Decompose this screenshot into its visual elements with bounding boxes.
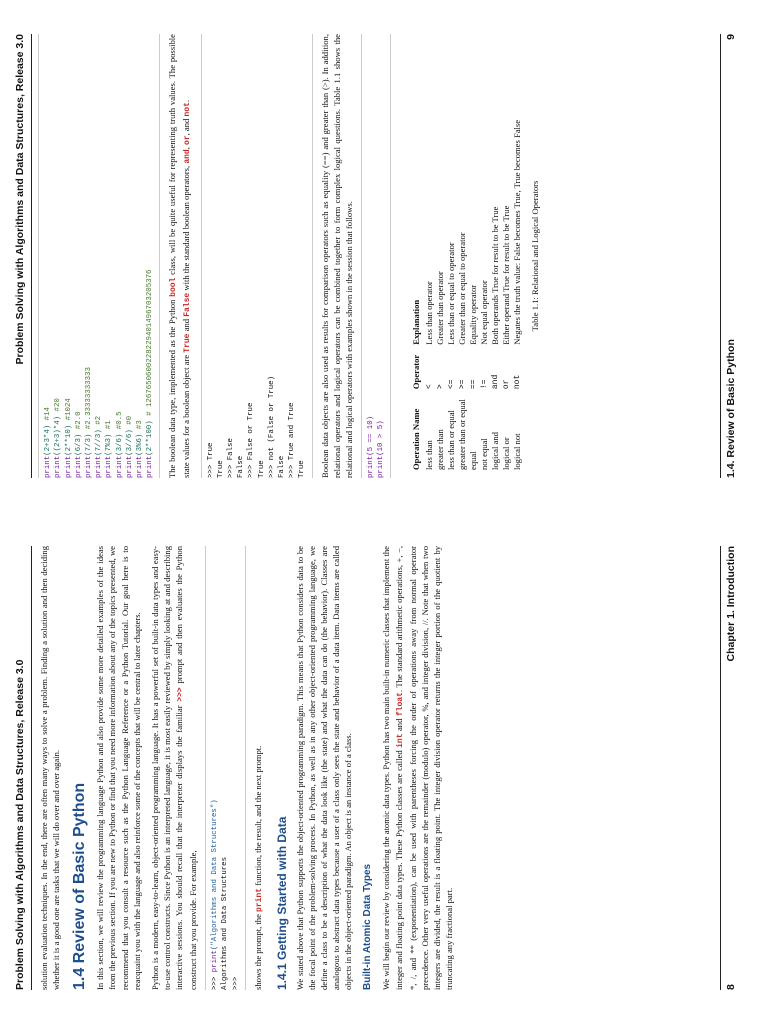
table-header-row <box>411 110 424 470</box>
table-cell: Less than operator <box>424 281 435 345</box>
table-cell: > <box>436 384 446 390</box>
table-cell: Not equal operator <box>479 280 490 345</box>
table-cell: logical not <box>512 433 523 470</box>
code-line: True <box>216 460 225 478</box>
table-cell: less than or equal <box>446 410 457 470</box>
table-cell: and <box>491 374 501 390</box>
code-line: >>> False or True <box>247 402 256 478</box>
code-line: print(3/6) #0.5 <box>115 411 124 478</box>
table-cell: less than <box>424 440 435 470</box>
code-line: print(2**100) # 1267650600228229401496703205376 <box>146 269 155 478</box>
code-line: print(7//3) #2 <box>95 415 104 478</box>
section-paragraph-3: shows the prompt, the print function, the result, and the next prompt. <box>252 745 264 990</box>
table-cell: == <box>469 379 479 390</box>
atomic-types-paragraph: We will begin our review by considering the atomic data types. Python has two main built-in numeric classes that implement the integer and floating point data types. These Python classes are called int and float. The standard arithmetic operations, +, −, *, /, and ** (exponentiation), can be used with parentheses forcing the order of operations away from normal operator precedence. Other very useful operations are the remainder (modulo) operator, %, and integer division, //. Note that when two integers are divided, the result is a floating point. The integer division operator returns the integer portion of the quotient by truncating any fractional part. <box>381 546 454 990</box>
page-number: 8 <box>725 984 737 990</box>
page-8 <box>0 512 768 1024</box>
table-row <box>457 110 468 470</box>
table-cell: Negates the truth value: False becomes True, True becomes False <box>512 119 523 345</box>
table-row <box>424 110 435 470</box>
code-block-boolean <box>201 34 313 478</box>
code-line: print(2+3*4) #14 <box>44 407 53 478</box>
table-row <box>512 110 523 470</box>
table-header-cell: Explanation <box>411 299 422 345</box>
table-cell: >= <box>458 379 468 390</box>
code-line: print(7%3) #1 <box>105 420 114 478</box>
code-block-comparison <box>361 34 391 478</box>
subsection-title: 1.4.1 Getting Started with Data <box>274 816 289 990</box>
table-row <box>479 110 490 470</box>
code-line: False <box>237 455 246 478</box>
code-line: print(3%6) #3 <box>135 420 144 478</box>
subsection-paragraph: We stated above that Python supports the object-oriented programming paradigm. This means that Python considers data to be the focal point of the problem-solving process. In Python, as well as in any other object-oriented programming language, we define a class to be a description of what the data look like (the state) and what the data can do (the behavior). Classes are analogous to abstract data types because a user of a class only sees the state and behavior of a data item. Data items are called objects in the object-oriented paradigm. An object is an instance of a class. <box>294 546 354 990</box>
table-cell: Either operand True for result to be True <box>501 205 512 345</box>
table-row <box>501 110 512 470</box>
table-cell: logical or <box>501 437 512 470</box>
table-cell: greater than <box>435 429 446 470</box>
page-header: Problem Solving with Algorithms and Data Structures, Release 3.0 <box>14 34 32 478</box>
table-cell: greater than or equal <box>457 399 468 470</box>
table-cell: Greater than operator <box>435 271 446 345</box>
section-paragraph-1: In this section, we will review the programming language Python and also provide some more detailed examples of the ideas from the previous section. If you are new to Python or find that you need more information about any of the topics presented, we recommend that you consult a resource such as the Python Language Reference or a Python Tutorial. Our goal here is to reacquaint you with the language and also reinforce some of the concepts that will be central to later chapters. <box>95 546 142 990</box>
code-line: False <box>277 455 286 478</box>
chapter-label: Chapter 1. Introduction <box>725 546 737 662</box>
table-cell: Both operands True for result to be True <box>490 206 501 345</box>
table-cell: not <box>513 374 523 390</box>
page-number: 9 <box>725 34 737 40</box>
operators-table <box>411 110 523 470</box>
table-cell: Equality operator <box>468 284 479 345</box>
chapter-label: 1.4. Review of Basic Python <box>725 339 737 478</box>
table-row <box>435 110 446 470</box>
code-line: print(10 > 5) <box>377 420 386 478</box>
table-header-cell: Operator <box>411 354 422 390</box>
code-line: True <box>298 460 307 478</box>
code-line: print(6/3) #2.0 <box>74 411 83 478</box>
table-cell: equal <box>468 451 479 470</box>
section-title: 1.4 Review of Basic Python <box>71 782 89 990</box>
code-line: print(7/3) #2.33333333333 <box>84 367 93 478</box>
code-line: print(3//6) #0 <box>125 415 134 478</box>
page-header: Problem Solving with Algorithms and Data Structures, Release 3.0 <box>14 546 32 990</box>
table-cell: not equal <box>479 438 490 470</box>
table-header-cell: Operation Name <box>411 408 422 470</box>
code-line: print((2+3)*4) #20 <box>54 398 63 478</box>
code-line: >>> False <box>226 438 235 478</box>
comparison-paragraph: Boolean data objects are also used as results for comparison operators such as equality (==) and greater than (>). In addition, relational operators and logical operators can be combined together to form complex logical questions. Table 1.1 shows the relational and logical operators with examples shown in the session that follows. <box>319 34 354 478</box>
table-caption: Table 1.1: Relational and Logical Operators <box>530 180 541 332</box>
code-block-arithmetic <box>38 34 160 478</box>
code-line: print(5 == 10) <box>366 415 375 478</box>
code-line: >>> True <box>206 442 215 478</box>
page-footer <box>720 546 737 990</box>
table-cell: <= <box>447 379 457 390</box>
section-paragraph-2: Python is a modern, easy-to-learn, object-oriented programming language. It has a powerful set of built-in data types and easy-to-use control constructs. Since Python is an interpreted language, it is most easily reviewed by simply looking at and describing interactive sessions. You should recall that the interpreter displays the familiar >>> prompt and then evaluates the Python construct that you provide. For example, <box>149 546 199 990</box>
prompt-inline: >>> <box>175 687 185 702</box>
subsubsection-title: Built-in Atomic Data Types <box>362 863 374 990</box>
table-cell: or <box>502 379 512 390</box>
intro-paragraph: solution evaluation techniques. In the end, there are often many ways to solve a problem. Finding a solution and then deciding whether it is a good one are tasks that we will do over and over again. <box>39 546 62 990</box>
page-footer <box>720 34 737 478</box>
table-cell: != <box>480 379 490 390</box>
table-cell: < <box>425 384 435 390</box>
code-block-print: >>> print("Algorithms and Data Structures") Algorithms and Data Structures >>> <box>205 546 246 990</box>
code-line: print(2**10) #1024 <box>64 398 73 478</box>
table-row <box>468 110 479 470</box>
code-line: True <box>257 460 266 478</box>
table-cell: Greater than or equal to operator <box>457 232 468 345</box>
table-cell: Less than or equal to operator <box>446 242 457 345</box>
table-row <box>490 110 501 470</box>
code-line: >>> not (False or True) <box>267 375 276 478</box>
boolean-paragraph: The boolean data type, implemented as the Python bool class, will be quite useful for representing truth values. The possible state values for a boolean object are True and False with the standard boolean operators, and, or, and not. <box>167 34 193 478</box>
code-line: >>> True and True <box>288 402 297 478</box>
table-cell: logical and <box>490 432 501 470</box>
table-row <box>446 110 457 470</box>
